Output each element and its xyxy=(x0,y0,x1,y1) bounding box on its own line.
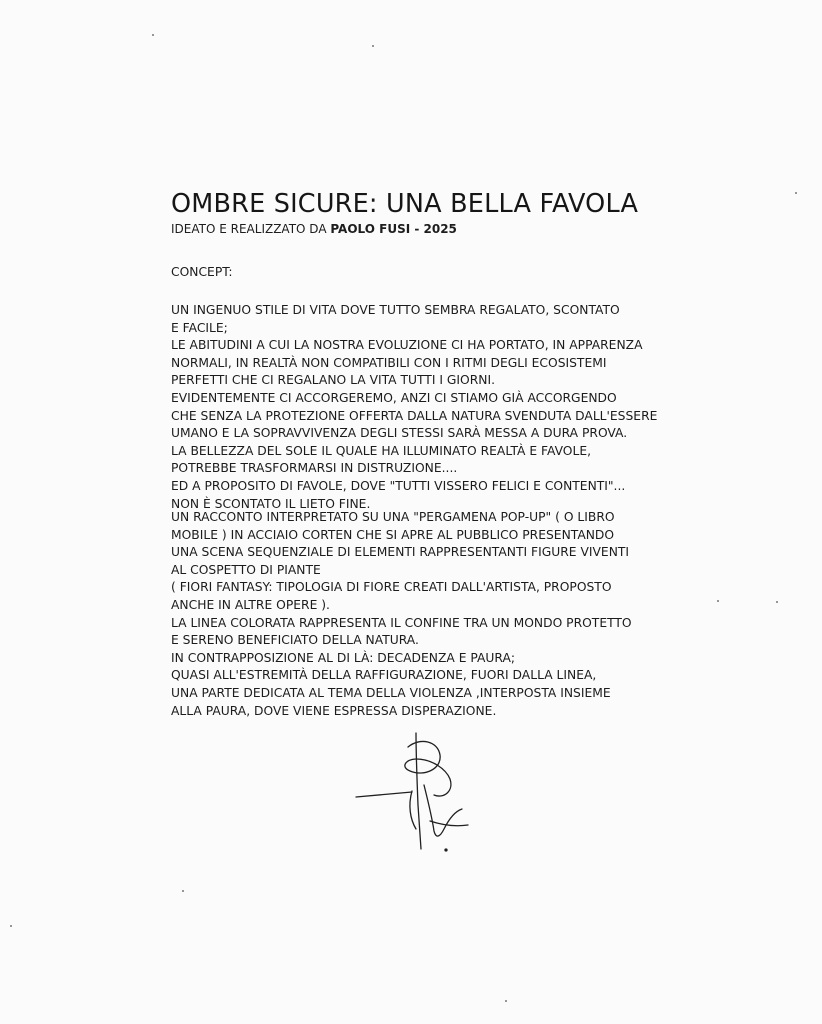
text-line: IN CONTRAPPOSIZIONE AL DI LÀ: DECADENZA E PAURA; xyxy=(171,650,516,665)
text-line: UNA PARTE DEDICATA AL TEMA DELLA VIOLENZA ,INTERPOSTA INSIEME xyxy=(171,685,611,700)
text-line: NORMALI, IN REALTÀ NON COMPATIBILI CON I RITMI DEGLI ECOSISTEMI xyxy=(171,355,607,370)
text-line: MOBILE ) IN ACCIAIO CORTEN CHE SI APRE AL PUBBLICO PRESENTANDO xyxy=(171,527,615,542)
concept-paragraph-2 xyxy=(171,509,632,720)
concept-paragraph-1 xyxy=(171,302,657,513)
text-line: UMANO E LA SOPRAVVIVENZA DEGLI STESSI SARÀ MESSA A DURA PROVA. xyxy=(171,426,628,441)
paper-speck xyxy=(372,45,374,47)
text-line: UNA SCENA SEQUENZIALE DI ELEMENTI RAPPRESENTANTI FIGURE VIVENTI xyxy=(171,545,630,560)
text-line: CHE SENZA LA PROTEZIONE OFFERTA DALLA NATURA SVENDUTA DALL'ESSERE xyxy=(171,408,658,423)
text-line: ( FIORI FANTASY: TIPOLOGIA DI FIORE CREATI DALL'ARTISTA, PROPOSTO xyxy=(171,580,612,595)
text-line: ED A PROPOSITO DI FAVOLE, DOVE "TUTTI VISSERO FELICI E CONTENTI"... xyxy=(171,478,626,493)
signature-dot xyxy=(445,849,447,851)
text-line: E SERENO BENEFICIATO DELLA NATURA. xyxy=(171,633,419,648)
signature-stroke-lower xyxy=(424,785,462,836)
paper-speck xyxy=(182,890,184,892)
text-line: EVIDENTEMENTE CI ACCORGEREMO, ANZI CI STIAMO GIÀ ACCORGENDO xyxy=(171,390,617,405)
signature-stroke-horizontal xyxy=(356,792,412,797)
signature-stroke-tail xyxy=(430,821,468,826)
paper-speck xyxy=(717,600,719,602)
text-line: E FACILE; xyxy=(171,320,228,335)
document-subtitle xyxy=(171,222,457,236)
text-line: LA LINEA COLORATA RAPPRESENTA IL CONFINE TRA UN MONDO PROTETTO xyxy=(171,615,632,630)
paper-speck xyxy=(152,34,154,36)
text-line: ALLA PAURA, DOVE VIENE ESPRESSA DISPERAZIONE. xyxy=(171,703,497,718)
signature xyxy=(350,725,480,855)
text-line: AL COSPETTO DI PIANTE xyxy=(171,562,321,577)
signature-stroke-loop xyxy=(405,741,451,796)
signature-stroke-hook xyxy=(410,791,416,829)
text-line: NON È SCONTATO IL LIETO FINE. xyxy=(171,496,371,511)
concept-label: CONCEPT: xyxy=(171,265,233,279)
text-line: UN INGENUO STILE DI VITA DOVE TUTTO SEMBRA REGALATO, SCONTATO xyxy=(171,303,620,317)
paper-speck xyxy=(10,925,12,927)
document-title: OMBRE SICURE: UNA BELLA FAVOLA xyxy=(171,189,639,219)
paper-speck xyxy=(505,1000,507,1002)
text-line: POTREBBE TRASFORMARSI IN DISTRUZIONE.... xyxy=(171,461,458,476)
subtitle-prefix: IDEATO E REALIZZATO DA xyxy=(171,222,331,236)
text-line: ANCHE IN ALTRE OPERE ). xyxy=(171,597,330,612)
text-line: LE ABITUDINI A CUI LA NOSTRA EVOLUZIONE CI HA PORTATO, IN APPARENZA xyxy=(171,338,643,353)
text-line: QUASI ALL'ESTREMITÀ DELLA RAFFIGURAZIONE, FUORI DALLA LINEA, xyxy=(171,668,597,683)
paper-speck xyxy=(795,192,797,194)
text-line: UN RACCONTO INTERPRETATO SU UNA "PERGAMENA POP-UP" ( O LIBRO xyxy=(171,510,615,524)
text-line: PERFETTI CHE CI REGALANO LA VITA TUTTI I GIORNI. xyxy=(171,373,496,388)
subtitle-author: PAOLO FUSI - 2025 xyxy=(330,222,457,236)
signature-stroke-vertical xyxy=(416,733,421,849)
text-line: LA BELLEZZA DEL SOLE IL QUALE HA ILLUMINATO REALTÀ E FAVOLE, xyxy=(171,443,592,458)
paper-speck xyxy=(776,601,778,603)
